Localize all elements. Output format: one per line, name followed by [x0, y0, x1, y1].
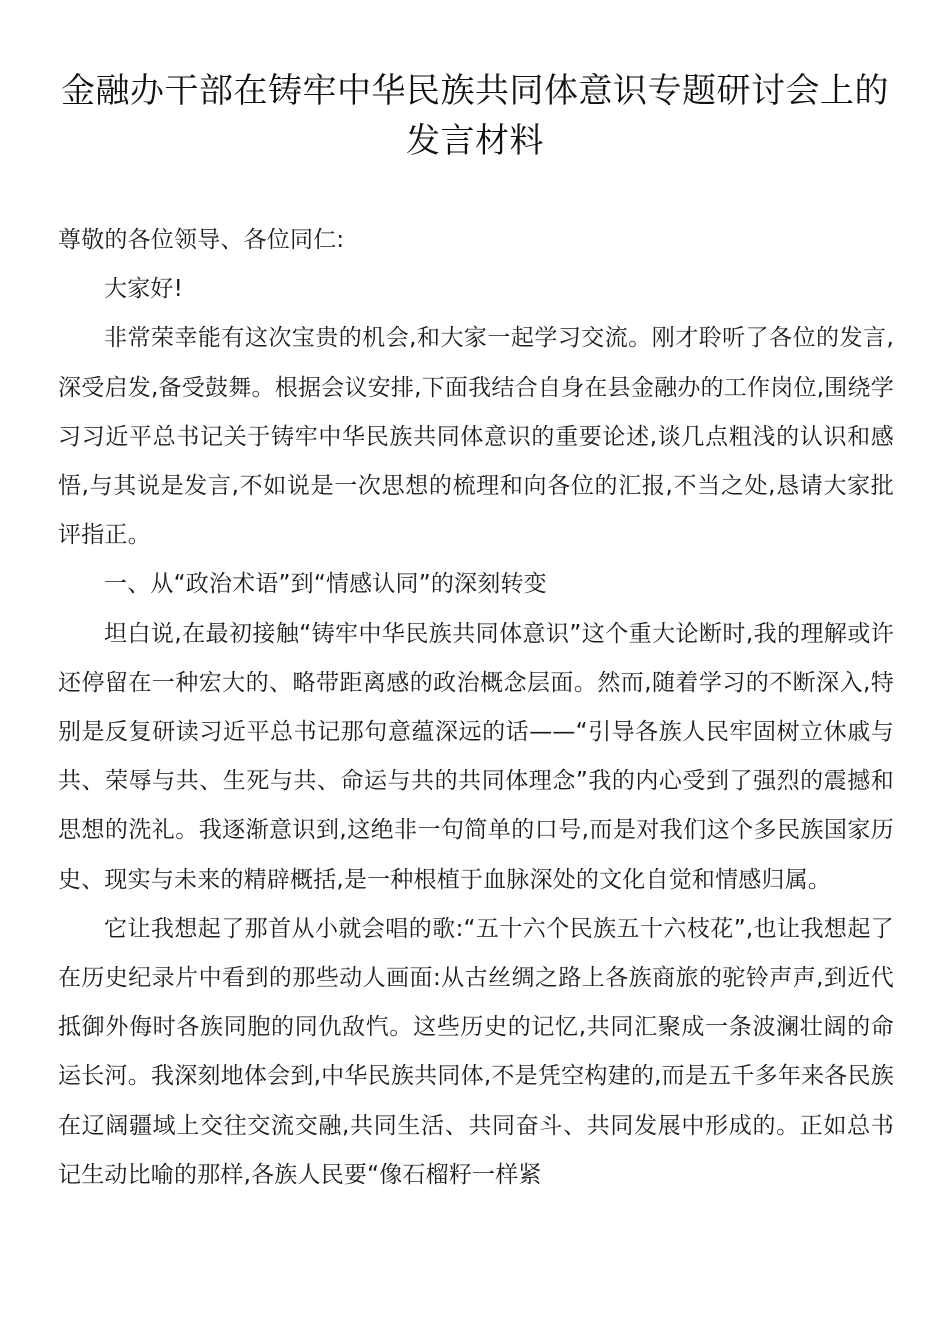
greeting: 大家好! — [104, 276, 184, 303]
paragraph-body: 坦白说,在最初接触“铸牢中华民族共同体意识”这个重大论断时,我的理解或许还停留在一种宏大的、略带距离感的政治概念层面。然而,随着学习的不断深入,特别是反复研读习近平总书记那句意蕴深远的话——“引导各族人民牢固树立休戚与共、荣辱与共、生死与共、命运与共的共同体理念”我的内心受到了强烈的震撼和思想的洗礼。我逐渐意识到,这绝非一句简单的口号,而是对我们这个多民族国家历史、现实与未来的精辟概括,是一种根植于血脉深处的文化自觉和情感归属。 — [58, 620, 894, 893]
section-heading-1: 一、从“政治术语”到“情感认同”的深刻转变 — [104, 571, 547, 598]
document-body — [58, 216, 894, 1200]
paragraph-intro: 非常荣幸能有这次宝贵的机会,和大家一起学习交流。刚才聆听了各位的发言,深受启发,备受鼓舞。根据会议安排,下面我结合自身在县金融办的工作岗位,围绕学习习近平总书记关于铸牢中华民族共同体意识的重要论述,谈几点粗浅的认识和感悟,与其说是发言,不如说是一次思想的梳理和向各位的汇报,不当之处,恳请大家批评指正。 — [58, 325, 894, 549]
salutation: 尊敬的各位领导、各位同仁: — [58, 227, 345, 253]
paragraph-body: 它让我想起了那首从小就会唱的歌:“五十六个民族五十六枝花”,也让我想起了在历史纪录片中看到的那些动人画面:从古丝绸之路上各族商旅的驼铃声声,到近代抵御外侮时各族同胞的同仇敌忾。这些历史的记忆,共同汇聚成一条波澜壮阔的命运长河。我深刻地体会到,中华民族共同体,不是凭空构建的,而是五千多年来各民族在辽阔疆域上交往交流交融,共同生活、共同奋斗、共同发展中形成的。正如总书记生动比喻的那样,各族人民要“像石榴籽一样紧 — [58, 915, 894, 1188]
document-title: 金融办干部在铸牢中华民族共同体意识专题研讨会上的发言材料 — [61, 71, 889, 161]
